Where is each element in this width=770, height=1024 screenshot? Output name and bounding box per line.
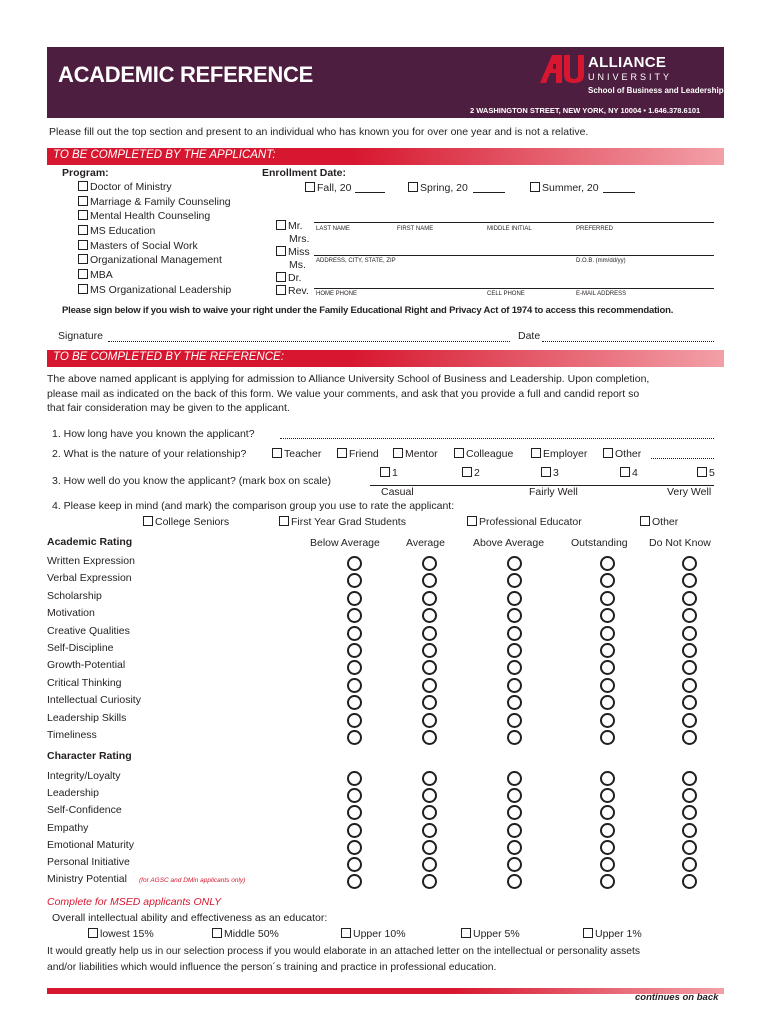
rating-radio-do-not-know[interactable] <box>682 678 697 693</box>
checkbox-icon[interactable] <box>530 182 540 192</box>
logo-name: ALLIANCE <box>588 54 667 71</box>
column-average: Average <box>406 537 445 549</box>
rating-radio-outstanding[interactable] <box>600 713 615 728</box>
signature-label: Signature <box>58 330 103 342</box>
checkbox-icon[interactable] <box>467 516 477 526</box>
rating-radio-average[interactable] <box>422 591 437 606</box>
rating-radio-do-not-know[interactable] <box>682 823 697 838</box>
checkbox-icon[interactable] <box>697 467 707 477</box>
rating-radio-above-average[interactable] <box>507 591 522 606</box>
footer-bar <box>47 988 724 994</box>
title-option[interactable]: Mrs. <box>289 233 310 245</box>
rating-criterion-label: Self-Discipline <box>47 642 114 654</box>
rating-radio-average[interactable] <box>422 805 437 820</box>
last-name-label: LAST NAME <box>316 226 350 232</box>
rating-radio-average[interactable] <box>422 573 437 588</box>
question-4: 4. Please keep in mind (and mark) the comparison group you use to rate the applicant: <box>52 500 455 512</box>
rating-radio-above-average[interactable] <box>507 608 522 623</box>
rating-radio-average[interactable] <box>422 823 437 838</box>
rating-radio-above-average[interactable] <box>507 857 522 872</box>
rating-radio-outstanding[interactable] <box>600 730 615 745</box>
rating-criterion-label: Integrity/Loyalty <box>47 770 121 782</box>
program-option[interactable]: MBA <box>78 269 231 284</box>
rating-radio-average[interactable] <box>422 730 437 745</box>
group-other[interactable]: Other <box>640 516 678 528</box>
checkbox-icon[interactable] <box>454 448 464 458</box>
relationship-employer[interactable]: Employer <box>531 448 587 460</box>
name-line[interactable] <box>314 222 714 223</box>
program-option[interactable]: Masters of Social Work <box>78 240 231 255</box>
msed-heading: Complete for MSED applicants ONLY <box>47 896 222 908</box>
rating-radio-below-average[interactable] <box>347 573 362 588</box>
rating-criterion-label: Growth-Potential <box>47 659 126 672</box>
rating-radio-average[interactable] <box>422 626 437 641</box>
rating-radio-above-average[interactable] <box>507 643 522 658</box>
msed-question: Overall intellectual ability and effectiveness as an educator: <box>52 912 328 924</box>
rating-radio-outstanding[interactable] <box>600 573 615 588</box>
address-label: ADDRESS, CITY, STATE, ZIP <box>316 258 396 264</box>
rating-criterion-label: Critical Thinking <box>47 676 122 689</box>
rating-radio-below-average[interactable] <box>347 771 362 786</box>
rating-radio-average[interactable] <box>422 695 437 710</box>
rating-radio-below-average[interactable] <box>347 823 362 838</box>
rating-radio-do-not-know[interactable] <box>682 556 697 571</box>
rating-radio-do-not-know[interactable] <box>682 840 697 855</box>
page-title: ACADEMIC REFERENCE <box>58 62 313 87</box>
rating-radio-average[interactable] <box>422 788 437 803</box>
preferred-label: PREFERRED <box>576 226 614 232</box>
rating-radio-outstanding[interactable] <box>600 591 615 606</box>
checkbox-icon[interactable] <box>78 210 88 220</box>
school-name: School of Business and Leadership <box>588 86 724 95</box>
title-options <box>276 220 310 298</box>
middle-initial-label: MIDDLE INITIAL <box>487 226 532 232</box>
group-professional-educator[interactable]: Professional Educator <box>467 516 582 528</box>
scale-fairly-well-label: Fairly Well <box>529 486 578 498</box>
program-option[interactable]: MS Education <box>78 225 231 240</box>
rating-criterion-label: Self-Confidence <box>47 804 122 817</box>
rating-radio-below-average[interactable] <box>347 591 362 606</box>
scale-2[interactable]: 2 <box>462 467 480 479</box>
program-option[interactable]: Doctor of Ministry <box>78 181 231 196</box>
program-option[interactable]: Organizational Management <box>78 254 231 269</box>
checkbox-icon[interactable] <box>620 467 630 477</box>
rating-radio-below-average[interactable] <box>347 626 362 641</box>
rating-radio-do-not-know[interactable] <box>682 660 697 675</box>
rating-radio-above-average[interactable] <box>507 788 522 803</box>
question-2: 2. What is the nature of your relationship? <box>52 448 247 460</box>
rating-radio-outstanding[interactable] <box>600 678 615 693</box>
cell-phone-label: CELL PHONE <box>487 291 525 297</box>
rating-radio-below-average[interactable] <box>347 713 362 728</box>
rating-radio-above-average[interactable] <box>507 573 522 588</box>
checkbox-icon[interactable] <box>78 240 88 250</box>
relationship-friend[interactable]: Friend <box>337 448 379 460</box>
enrollment-label: Enrollment Date: <box>262 167 347 179</box>
reference-section-title: TO BE COMPLETED BY THE REFERENCE: <box>53 351 284 363</box>
rating-radio-above-average[interactable] <box>507 695 522 710</box>
checkbox-icon[interactable] <box>78 181 88 191</box>
rating-criterion-label: Ministry Potential <box>47 873 127 886</box>
rating-radio-average[interactable] <box>422 643 437 658</box>
checkbox-icon[interactable] <box>78 269 88 279</box>
rating-radio-average[interactable] <box>422 678 437 693</box>
rating-radio-above-average[interactable] <box>507 823 522 838</box>
rating-radio-average[interactable] <box>422 857 437 872</box>
relationship-colleague[interactable]: Colleague <box>454 448 513 460</box>
rating-radio-do-not-know[interactable] <box>682 573 697 588</box>
rating-radio-outstanding[interactable] <box>600 874 615 889</box>
checkbox-icon[interactable] <box>88 928 98 938</box>
rating-radio-do-not-know[interactable] <box>682 730 697 745</box>
column-outstanding: Outstanding <box>571 537 628 549</box>
continues-on-back: continues on back <box>635 992 719 1003</box>
column-do-not-know: Do Not Know <box>649 537 711 549</box>
rating-radio-average[interactable] <box>422 874 437 889</box>
rating-radio-outstanding[interactable] <box>600 840 615 855</box>
title-option[interactable]: Dr. <box>276 272 310 285</box>
rating-radio-outstanding[interactable] <box>600 608 615 623</box>
rating-radio-do-not-know[interactable] <box>682 626 697 641</box>
rating-radio-do-not-know[interactable] <box>682 857 697 872</box>
rating-radio-below-average[interactable] <box>347 805 362 820</box>
character-rating-heading: Character Rating <box>47 750 132 762</box>
checkbox-icon[interactable] <box>461 928 471 938</box>
rating-radio-above-average[interactable] <box>507 713 522 728</box>
checkbox-icon[interactable] <box>462 467 472 477</box>
question-1: 1. How long have you known the applicant? <box>52 428 255 440</box>
msed-lowest-15[interactable]: lowest 15% <box>88 928 154 940</box>
email-label: E-MAIL ADDRESS <box>576 291 627 297</box>
rating-radio-outstanding[interactable] <box>600 660 615 675</box>
checkbox-icon[interactable] <box>272 448 282 458</box>
checkbox-icon[interactable] <box>531 448 541 458</box>
checkbox-icon[interactable] <box>408 182 418 192</box>
rating-radio-above-average[interactable] <box>507 556 522 571</box>
rating-radio-do-not-know[interactable] <box>682 874 697 889</box>
phone-line-field[interactable] <box>314 288 714 289</box>
relationship-teacher[interactable]: Teacher <box>272 448 321 460</box>
rating-criterion-label: Intellectual Curiosity <box>47 694 141 707</box>
checkbox-icon[interactable] <box>279 516 289 526</box>
checkbox-icon[interactable] <box>541 467 551 477</box>
first-name-label: FIRST NAME <box>397 226 434 232</box>
signature-field[interactable] <box>108 341 510 342</box>
rating-criterion-label: Written Expression <box>47 555 135 567</box>
rating-radio-average[interactable] <box>422 608 437 623</box>
rating-radio-outstanding[interactable] <box>600 556 615 571</box>
scale-5[interactable]: 5 <box>697 467 715 479</box>
checkbox-icon[interactable] <box>78 254 88 264</box>
spring-year-field[interactable] <box>473 192 505 193</box>
checkbox-icon[interactable] <box>640 516 650 526</box>
ferpa-waiver-text: Please sign below if you wish to waive your right under the Family Educational Right and Privacy Act of 1974 to access this recommendation. <box>62 305 674 316</box>
checkbox-icon[interactable] <box>341 928 351 938</box>
title-option[interactable]: Miss <box>276 246 310 259</box>
rating-radio-above-average[interactable] <box>507 660 522 675</box>
rating-criterion-label: Creative Qualities <box>47 624 130 637</box>
msed-middle-50[interactable]: Middle 50% <box>212 928 279 940</box>
logo-subtitle: UNIVERSITY <box>588 72 673 82</box>
address-line: 2 WASHINGTON STREET, NEW YORK, NY 10004 • 1.646.378.6101 <box>470 106 701 115</box>
alliance-logo-icon <box>540 55 584 83</box>
scale-1[interactable]: 1 <box>380 467 398 479</box>
program-option[interactable]: Marriage & Family Counseling <box>78 196 231 211</box>
rating-radio-below-average[interactable] <box>347 695 362 710</box>
relationship-other[interactable]: Other <box>603 448 641 460</box>
rating-radio-do-not-know[interactable] <box>682 643 697 658</box>
rating-radio-outstanding[interactable] <box>600 823 615 838</box>
rating-radio-above-average[interactable] <box>507 771 522 786</box>
rating-radio-do-not-know[interactable] <box>682 608 697 623</box>
rating-radio-outstanding[interactable] <box>600 771 615 786</box>
rating-radio-do-not-know[interactable] <box>682 788 697 803</box>
rating-radio-average[interactable] <box>422 713 437 728</box>
date-label: Date <box>518 330 541 342</box>
scale-3[interactable]: 3 <box>541 467 559 479</box>
rating-radio-below-average[interactable] <box>347 678 362 693</box>
academic-rating-heading: Academic Rating <box>47 536 133 548</box>
rating-radio-above-average[interactable] <box>507 678 522 693</box>
relationship-mentor[interactable]: Mentor <box>393 448 438 460</box>
program-option[interactable]: Mental Health Counseling <box>78 210 231 225</box>
rating-criterion-label: Leadership <box>47 787 99 800</box>
rating-radio-below-average[interactable] <box>347 608 362 623</box>
rating-criterion-label: Timeliness <box>47 729 97 741</box>
title-option[interactable]: Mr. <box>276 220 310 233</box>
program-option[interactable]: MS Organizational Leadership <box>78 284 231 299</box>
rating-criterion-label: Personal Initiative <box>47 856 130 868</box>
title-option[interactable]: Rev. <box>276 285 310 298</box>
checkbox-icon[interactable] <box>393 448 403 458</box>
rating-radio-above-average[interactable] <box>507 840 522 855</box>
rating-criterion-label: Empathy <box>47 821 89 834</box>
rating-radio-above-average[interactable] <box>507 730 522 745</box>
rating-radio-below-average[interactable] <box>347 857 362 872</box>
rating-radio-above-average[interactable] <box>507 874 522 889</box>
rating-radio-do-not-know[interactable] <box>682 713 697 728</box>
checkbox-icon[interactable] <box>212 928 222 938</box>
scale-very-well-label: Very Well <box>667 486 712 498</box>
dob-label: D.O.B. (mm/dd/yy) <box>576 258 626 264</box>
column-below-average: Below Average <box>310 537 380 549</box>
checkbox-icon[interactable] <box>276 246 286 256</box>
checkbox-icon[interactable] <box>143 516 153 526</box>
rating-radio-below-average[interactable] <box>347 874 362 889</box>
rating-radio-outstanding[interactable] <box>600 857 615 872</box>
checkbox-icon[interactable] <box>78 284 88 294</box>
rating-radio-below-average[interactable] <box>347 660 362 675</box>
rating-radio-average[interactable] <box>422 771 437 786</box>
checkbox-icon[interactable] <box>276 220 286 230</box>
rating-radio-below-average[interactable] <box>347 556 362 571</box>
intro-text: Please fill out the top section and present to an individual who has known you for over one year and is not a relative. <box>49 126 589 138</box>
rating-criterion-label: Scholarship <box>47 589 102 602</box>
applicant-section-title: TO BE COMPLETED BY THE APPLICANT: <box>53 149 276 161</box>
msed-upper-1[interactable]: Upper 1% <box>583 928 642 940</box>
rating-radio-above-average[interactable] <box>507 805 522 820</box>
closing-paragraph: It would greatly help us in our selection process if you would elaborate in an attached letter on the intellectual or personality assets and/or liabilities which would influence the person´s training and practice in professional education. <box>47 946 640 973</box>
rating-radio-outstanding[interactable] <box>600 626 615 641</box>
q1-answer-field[interactable] <box>280 438 714 439</box>
rating-radio-below-average[interactable] <box>347 840 362 855</box>
rating-radio-outstanding[interactable] <box>600 788 615 803</box>
scale-casual-label: Casual <box>381 486 414 498</box>
rating-radio-outstanding[interactable] <box>600 805 615 820</box>
term-fall[interactable]: Fall, 20 <box>305 182 351 194</box>
checkbox-icon[interactable] <box>276 285 286 295</box>
rating-radio-below-average[interactable] <box>347 788 362 803</box>
program-list <box>78 181 231 299</box>
rating-radio-do-not-know[interactable] <box>682 805 697 820</box>
checkbox-icon[interactable] <box>337 448 347 458</box>
date-field[interactable] <box>542 341 714 342</box>
fall-year-field[interactable] <box>355 192 385 193</box>
msed-upper-10[interactable]: Upper 10% <box>341 928 406 940</box>
rating-radio-do-not-know[interactable] <box>682 591 697 606</box>
ministry-potential-note: (for AGSC and DMin applicants only) <box>139 877 246 884</box>
checkbox-icon[interactable] <box>78 225 88 235</box>
rating-radio-below-average[interactable] <box>347 643 362 658</box>
summer-year-field[interactable] <box>603 192 635 193</box>
rating-radio-outstanding[interactable] <box>600 695 615 710</box>
checkbox-icon[interactable] <box>305 182 315 192</box>
column-above-average: Above Average <box>473 537 545 549</box>
rating-criterion-label: Verbal Expression <box>47 572 132 585</box>
rating-radio-average[interactable] <box>422 660 437 675</box>
rating-radio-below-average[interactable] <box>347 730 362 745</box>
rating-radio-outstanding[interactable] <box>600 643 615 658</box>
program-label: Program: <box>62 167 109 179</box>
checkbox-icon[interactable] <box>583 928 593 938</box>
question-3: 3. How well do you know the applicant? (mark box on scale) <box>52 475 331 487</box>
rating-radio-average[interactable] <box>422 556 437 571</box>
address-line-field[interactable] <box>314 255 714 256</box>
checkbox-icon[interactable] <box>78 196 88 206</box>
group-first-year-grad[interactable]: First Year Grad Students <box>279 516 406 528</box>
home-phone-label: HOME PHONE <box>316 291 358 297</box>
msed-upper-5[interactable]: Upper 5% <box>461 928 520 940</box>
term-summer[interactable]: Summer, 20 <box>530 182 599 194</box>
rating-radio-above-average[interactable] <box>507 626 522 641</box>
rating-radio-do-not-know[interactable] <box>682 771 697 786</box>
term-spring[interactable]: Spring, 20 <box>408 182 468 194</box>
title-option[interactable]: Ms. <box>289 259 306 271</box>
rating-criterion-label: Motivation <box>47 607 95 620</box>
checkbox-icon[interactable] <box>380 467 390 477</box>
rating-criterion-label: Leadership Skills <box>47 711 127 724</box>
scale-4[interactable]: 4 <box>620 467 638 479</box>
rating-criterion-label: Emotional Maturity <box>47 838 134 851</box>
rating-radio-average[interactable] <box>422 840 437 855</box>
checkbox-icon[interactable] <box>276 272 286 282</box>
rating-radio-do-not-know[interactable] <box>682 695 697 710</box>
group-college-seniors[interactable]: College Seniors <box>143 516 229 528</box>
checkbox-icon[interactable] <box>603 448 613 458</box>
reference-paragraph: The above named applicant is applying for admission to Alliance University School of Business and Leadership. Upon completion, please mail as indicated on the back of this form. We value your comments, and ask that you provide a full and candid report so that fair consideration may be given to the applicant. <box>47 373 650 414</box>
relationship-other-field[interactable] <box>651 458 714 459</box>
